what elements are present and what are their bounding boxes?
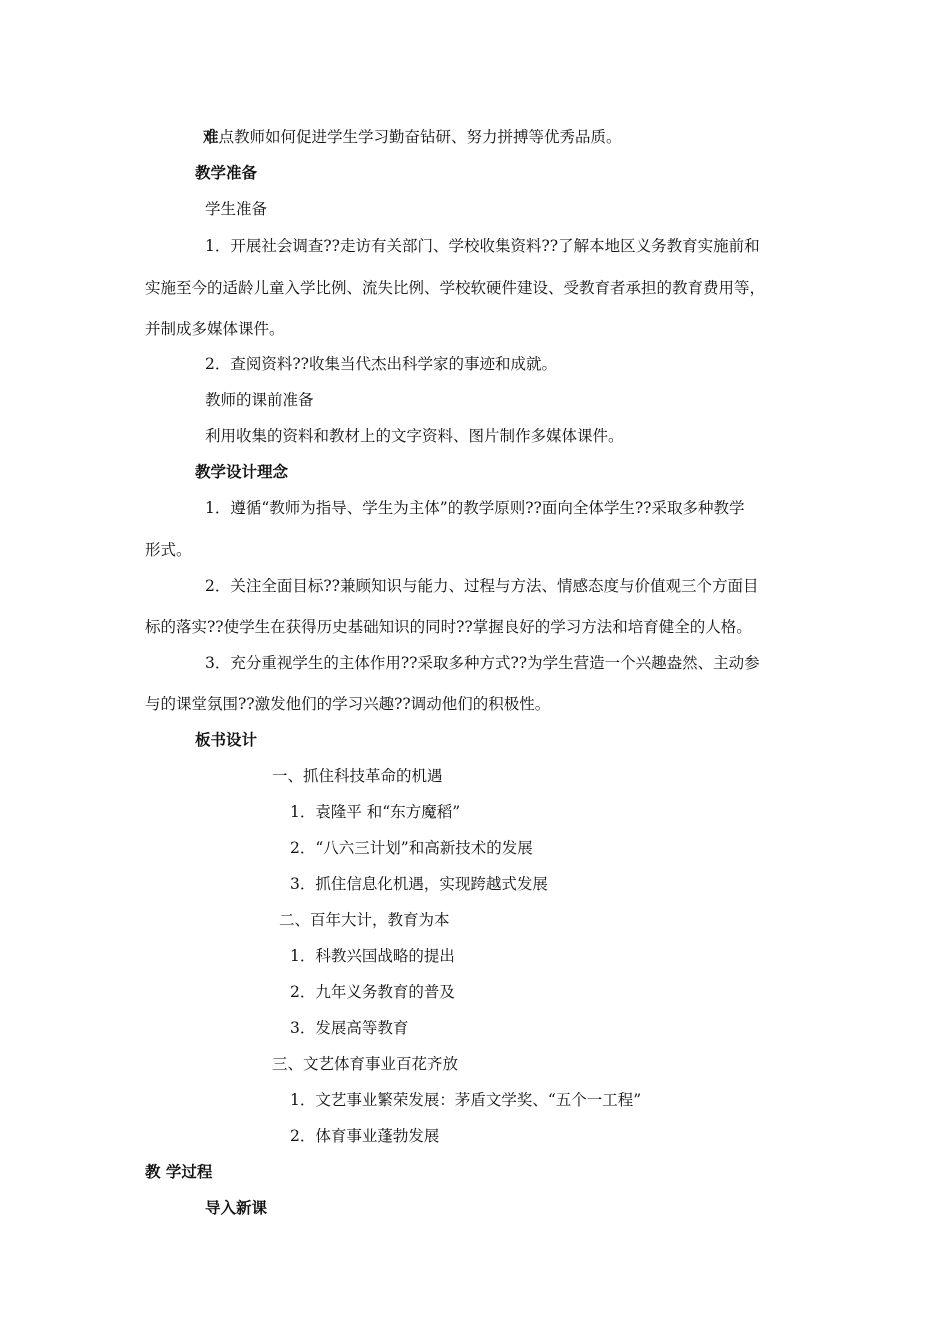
concept-p3-line2: 与的课堂氛围??激发他们的学习兴趣??调动他们的积极性。 [145,695,551,713]
concept-p1-line1: 1．遵循“教师为指导、学生为主体”的教学原则??面向全体学生??采取多种教学 [205,499,745,517]
board-section-3-title: 三、文艺体育事业百花齐放 [272,1055,459,1073]
difficulty-text: 点教师如何促进学生学习勤奋钻研、努力拼搏等优秀品质。 [218,128,622,146]
concept-p2-line2: 标的落实??使学生在获得历史基础知识的同时??掌握良好的学习方法和培育健全的人格。 [145,618,752,636]
teacher-prep-title: 教师的课前准备 [205,391,314,409]
concept-p2-line1: 2．关注全面目标??兼顾知识与能力、过程与方法、情感态度与价值观三个方面目 [205,577,759,595]
concept-p1-line2: 形式。 [145,541,192,559]
heading-teaching-process: 教 学过程 [145,1163,213,1181]
board-section-1-title: 一、抓住科技革命的机遇 [272,767,443,785]
heading-design-concept: 教学设计理念 [195,463,289,481]
difficulty-lead: 难 [203,128,219,146]
student-prep-item1-line2: 实施至今的适龄儿童入学比例、流失比例、学校软硬件建设、受教育者承担的教育费用等， [145,279,766,297]
teacher-prep-text: 利用收集的资料和教材上的文字资料、图片制作多媒体课件。 [205,427,624,445]
board-section-1-item-2: 2．“八六三计划”和高新技术的发展 [290,839,533,857]
teaching-process-intro: 导入新课 [205,1199,268,1217]
heading-teaching-prep: 教学准备 [195,164,258,182]
board-section-2-title: 二、百年大计，教育为本 [279,911,450,929]
concept-p3-line1: 3．充分重视学生的主体作用??采取多种方式??为学生营造一个兴趣盎然、主动参 [205,654,760,672]
student-prep-item1-line3: 并制成多媒体课件。 [145,320,285,338]
heading-board-design: 板书设计 [195,731,258,749]
board-section-3-item-2: 2．体育事业蓬勃发展 [290,1127,440,1145]
board-section-1-item-1: 1．袁隆平 和“东方魔稻” [290,803,461,821]
student-prep-title: 学生准备 [205,200,268,218]
student-prep-item2: 2．查阅资料??收集当代杰出科学家的事迹和成就。 [205,355,557,373]
board-section-2-item-1: 1．科教兴国战略的提出 [290,947,455,965]
board-section-1-item-3: 3．抓住信息化机遇，实现跨越式发展 [290,875,548,893]
board-section-3-item-1: 1．文艺事业繁荣发展：茅盾文学奖、“五个一工程” [290,1091,642,1109]
student-prep-item1-line1: 1．开展社会调查??走访有关部门、学校收集资料??了解本地区义务教育实施前和 [205,237,760,255]
difficulty-line [203,127,622,147]
board-section-2-item-2: 2．九年义务教育的普及 [290,983,455,1001]
board-section-2-item-3: 3．发展高等教育 [290,1019,409,1037]
